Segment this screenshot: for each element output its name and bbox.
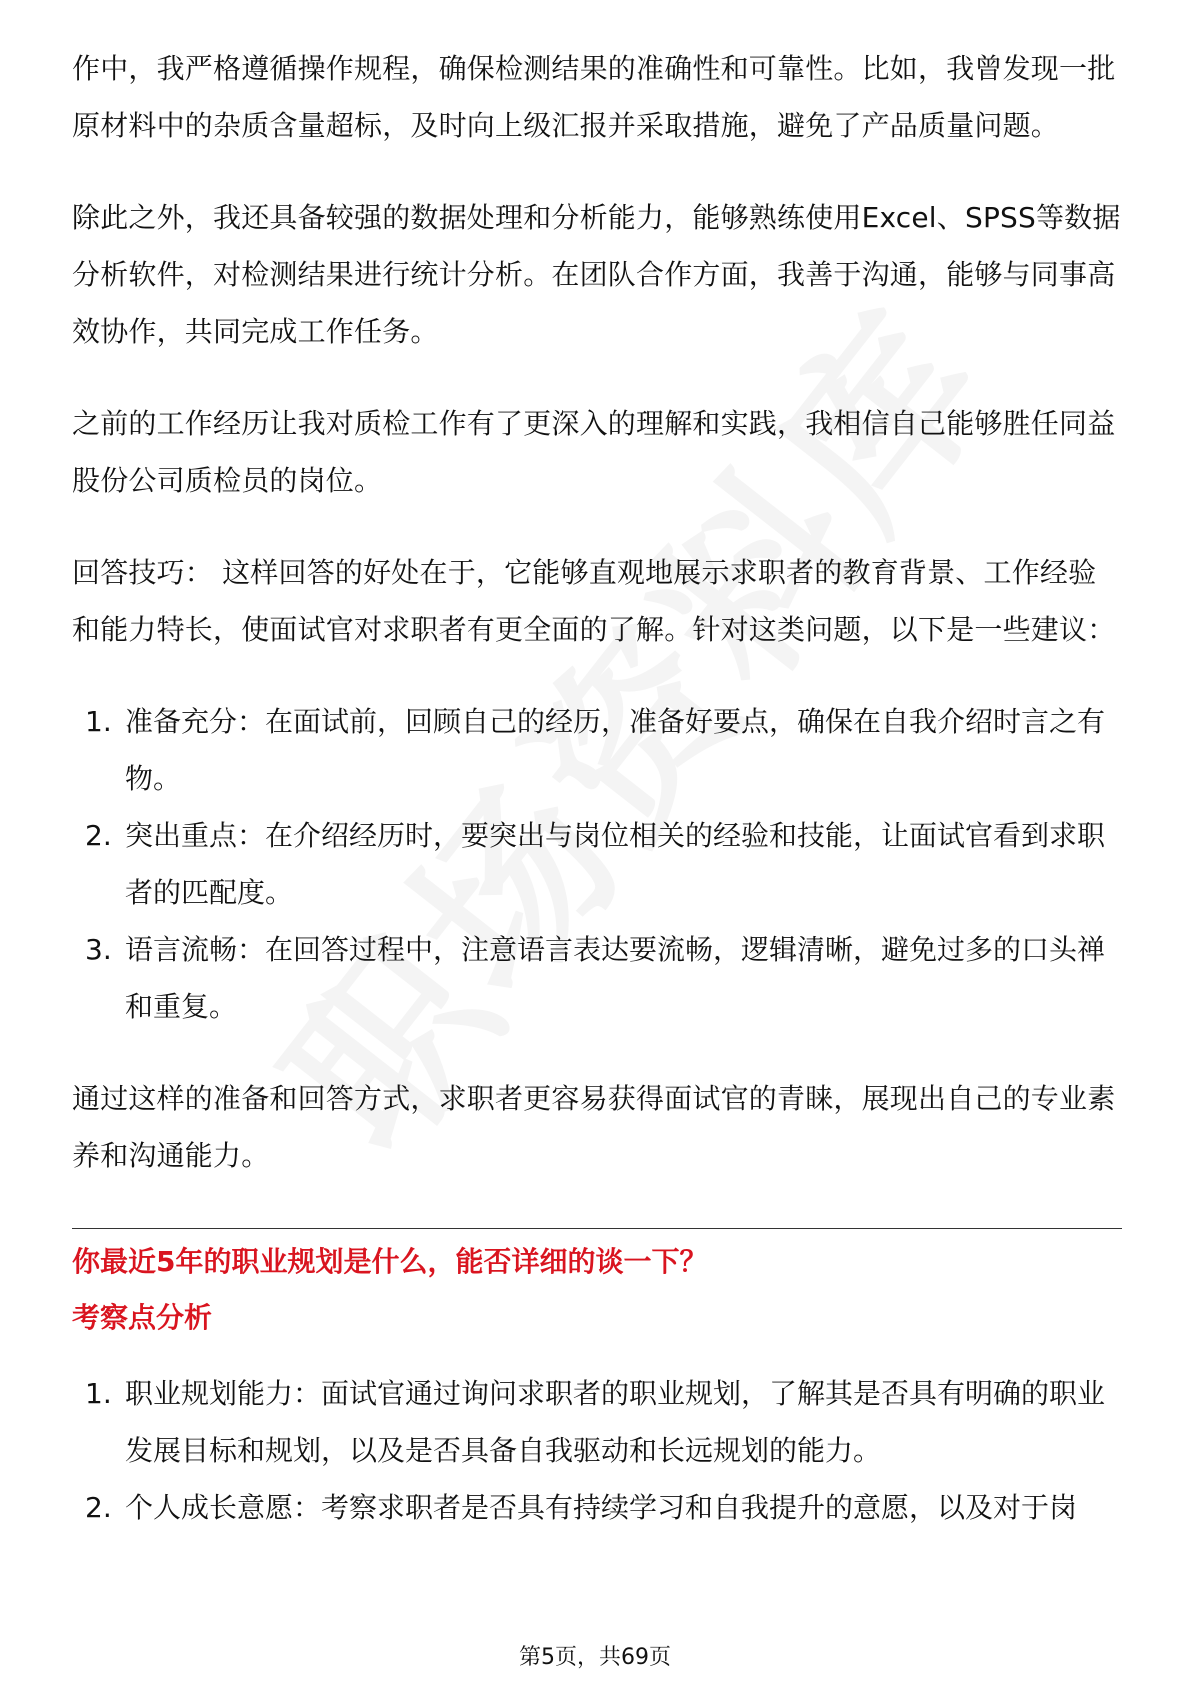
list-item: 1. 职业规划能力：面试官通过询问求职者的职业规划，了解其是否具有明确的职业发展目标和规划，以及是否具备自我驱动和长远规划的能力。 — [85, 1377, 1106, 1467]
analysis-list — [72, 1365, 1122, 1536]
page-number-footer: 第5页，共69页 — [519, 1645, 671, 1670]
analysis-heading: 考察点分析 — [72, 1301, 213, 1334]
paragraph-conclusion: 之前的工作经历让我对质检工作有了更深入的理解和实践，我相信自己能够胜任同益股份公司质检员的岗位。 — [72, 407, 1116, 497]
list-item: 3. 语言流畅：在回答过程中，注意语言表达要流畅，逻辑清晰，避免过多的口头禅和重复。 — [85, 933, 1106, 1023]
paragraph-work-experience: 作中，我严格遵循操作规程，确保检测结果的准确性和可靠性。比如，我曾发现一批原材料中的杂质含量超标，及时向上级汇报并采取措施，避免了产品质量问题。 — [72, 52, 1116, 142]
tips-list — [72, 693, 1122, 1035]
list-item: 1. 准备充分：在面试前，回顾自己的经历，准备好要点，确保在自我介绍时言之有物。 — [85, 705, 1106, 795]
paragraph-answer-tips: 回答技巧： 这样回答的好处在于，它能够直观地展示求职者的教育背景、工作经验和能力特长，使面试官对求职者有更全面的了解。针对这类问题，以下是一些建议： — [72, 556, 1116, 646]
question-heading: 你最近5年的职业规划是什么，能否详细的谈一下？ — [72, 1245, 708, 1278]
paragraph-closing: 通过这样的准备和回答方式，求职者更容易获得面试官的青睐，展现出自己的专业素养和沟通能力。 — [72, 1082, 1116, 1172]
list-item: 2. 个人成长意愿：考察求职者是否具有持续学习和自我提升的意愿，以及对于岗 — [85, 1491, 1078, 1524]
list-item: 2. 突出重点：在介绍经历时，要突出与岗位相关的经验和技能，让面试官看到求职者的匹配度。 — [85, 819, 1106, 909]
page-content — [72, 40, 1122, 1536]
paragraph-skills: 除此之外，我还具备较强的数据处理和分析能力，能够熟练使用Excel、SPSS等数据分析软件，对检测结果进行统计分析。在团队合作方面，我善于沟通，能够与同事高效协作，共同完成工作任务。 — [72, 201, 1121, 348]
